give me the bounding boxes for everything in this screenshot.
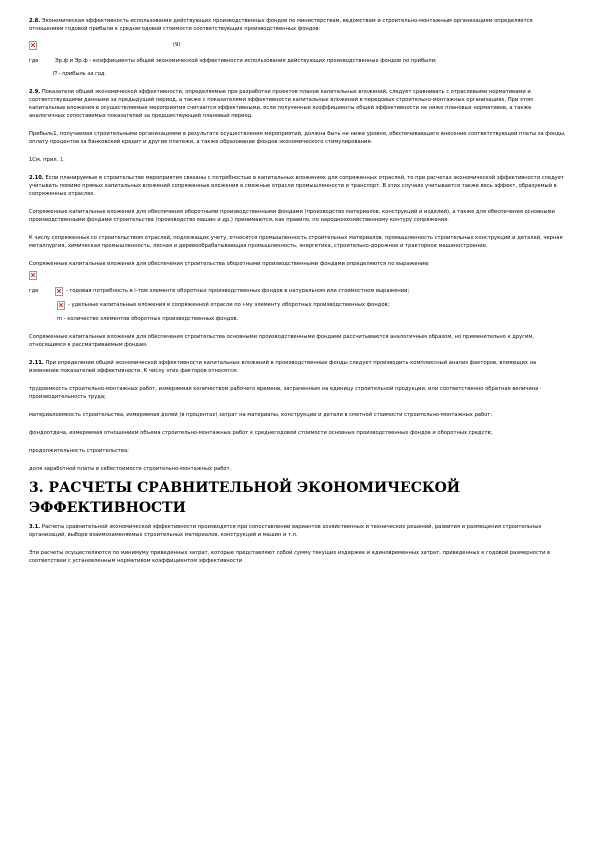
paragraph-2-10 — [29, 174, 566, 198]
appendix-link[interactable]: 1 — [59, 157, 64, 163]
formula-9 — [29, 38, 566, 52]
paragraph-2-11 — [29, 359, 566, 375]
where-line: - годовая потребность в i-том элементе оборотных производственных фондов в натуральном или стоимостном выражении; — [66, 288, 410, 294]
section-number: 2.9. — [29, 89, 41, 95]
factor-item: трудоемкость строительно-монтажных работ, измеряемая количеством рабочего времени, затраченным на единицу строительной продукции, или соответственно обратная величина - производительность труда; — [29, 386, 542, 400]
paragraph-2-8 — [29, 17, 566, 33]
section-number: 2.11. — [29, 360, 44, 366]
paragraph-text: При определении общей экономической эффективности капитальных вложений в производственные фонды следует производить комплексный анализ факторов, влияющих на изменение показателей эффективности. К числу этих факторов относятся: — [29, 360, 537, 374]
broken-image-icon — [57, 301, 65, 310]
paragraph-conjugate-3: Сопряженные капитальные вложения для обеспечения строительства оборотными производственными фондами определяются по выражению — [29, 261, 429, 267]
where-label: где — [29, 58, 39, 64]
paragraph-3-1 — [29, 523, 566, 539]
paragraph-text: Экономическая эффективность использования действующих производственных фондов по министерствам, ведомствам и строительно-монтажным организациям определяется отношением годовой прибыли к среднегодовой стоимости соответствующих производственных фондов: — [29, 18, 533, 32]
factor-item: доля заработной платы в себестоимости строительно-монтажных работ. — [29, 466, 232, 472]
paragraph-conjugate-4: Сопряженные капитальные вложения для обеспечения строительства основными производственными фондами рассчитываются аналогичным образом, но применительно к другим, относящимся к рассматриваемым фондам. — [29, 334, 534, 348]
factor-item: материалоемкость строительства, измеряемая долей (в процентах) затрат на материалы, конструкции и детали в сметной стоимости строительно-монтажных работ; — [29, 412, 493, 418]
broken-image-icon — [29, 271, 37, 280]
where-row — [29, 301, 566, 310]
where-line: Эр.ф и Эр.ф - коэффициенты общей экономической эффективности использования действующих производственных фондов по прибыли; — [55, 58, 437, 64]
broken-image-icon — [29, 41, 37, 50]
paragraph-conjugate-2: К числу сопряженных со строительством отраслей, подлежащих учету, относятся промышленность строительных материалов, промышленность строительных конструкций и деталей, черная металлургия, химическая промышленность, лесная и деревообрабатывающая промышленность, энергетика, строительно-дорожное и тракторное машиностроение. — [29, 235, 563, 249]
paragraph-text: Если планируемые в строительстве мероприятия связаны с потребностью в капитальных вложениях для сопряженных отраслей, то при расчетах экономической эффективности следует учитывать помимо прямых капитальных вложений сопряженные вложения в смежные отрасли промышленности и транспорт. В этих случаях учитывается также весь эффект, образуемый в сопряженных отраслях. — [29, 175, 564, 197]
section-number: 2.10. — [29, 175, 44, 181]
paragraph-text: Показатели общей экономической эффективности, определяемые при разработке проектов планов капитальных вложений, следует сравнивать с отраслевыми нормативами и соответствующими данными за предыдущий период, а также с показателями эффективности капитальных вложений в передовых строительно-монтажных организациях. При этом капитальные вложения в осуществляемые мероприятия считаются эффективными, если полученные коэффициенты общей эффективности не ниже плановых нормативов, а также аналогичных сопоставимых показателей за предшествующий плановый период. — [29, 89, 533, 119]
where-label: где — [29, 288, 39, 294]
paragraph-2-9 — [29, 88, 566, 120]
formula-conjugate — [29, 268, 566, 282]
broken-image-icon — [55, 287, 63, 296]
paragraph-conjugate-1: Сопряженные капитальные вложения для обеспечения оборотными производственными фондами (производство материалов, конструкций и изделий), а также для обеспечения основными производственными фондами строительства (производство машин и др.) принимаются, как правило, по народнохозяйственному контуру сопряжения. — [29, 209, 555, 223]
where-block-1 — [29, 57, 566, 65]
paragraph-text: Расчеты сравнительной экономической эффективности производятся при сопоставлении вариантов хозяйственных и технических решений, развития и размещения строительных организаций, выборе взаимозаменяемых строительных материалов, конструкций и машин и т.п. — [29, 524, 542, 538]
equation-number: (9) — [173, 42, 181, 48]
where-line: - удельные капитальные вложения в сопряженной отрасли по i-му элементу оборотных производственных фондов; — [68, 302, 390, 308]
footnote-reference — [29, 156, 566, 164]
section-number: 2.8. — [29, 18, 41, 24]
factor-item: фондоотдача, измеряемая отношением объема строительно-монтажных работ к среднегодовой стоимости основных производственных фондов и оборотных средств; — [29, 430, 493, 436]
section-number: 3.1. — [29, 524, 41, 530]
footnote-prefix: 1См. прил. — [29, 157, 60, 163]
paragraph-profit: Прибыль1, получаемая строительными организациями в результате осуществления мероприятий, должна быть не ниже уровня, обеспечивающего внесение соответствующей платы за фонды, оплату процентов за банковский кредит и другие платежи, а также образование фондов экономического стимулирования. — [29, 131, 566, 145]
factor-item: продолжительность строительства; — [29, 448, 129, 454]
where-line: m - количество элементов оборотных производственных фондов. — [57, 316, 239, 322]
section-heading: 3. РАСЧЕТЫ СРАВНИТЕЛЬНОЙ ЭКОНОМИЧЕСКОЙ ЭФФЕКТИВНОСТИ — [29, 480, 461, 516]
where-line: П - прибыль за год. — [53, 71, 107, 77]
where-block-2 — [29, 287, 566, 296]
footnote-suffix: . — [63, 157, 65, 163]
paragraph-last: Эти расчеты осуществляются по минимуму приведенных затрат, которые представляют собой сумму текущих издержек и единовременных затрат, приведенных к годовой размерности в соответствии с установленным нормативом коэффициентом эффективности — [29, 550, 551, 564]
